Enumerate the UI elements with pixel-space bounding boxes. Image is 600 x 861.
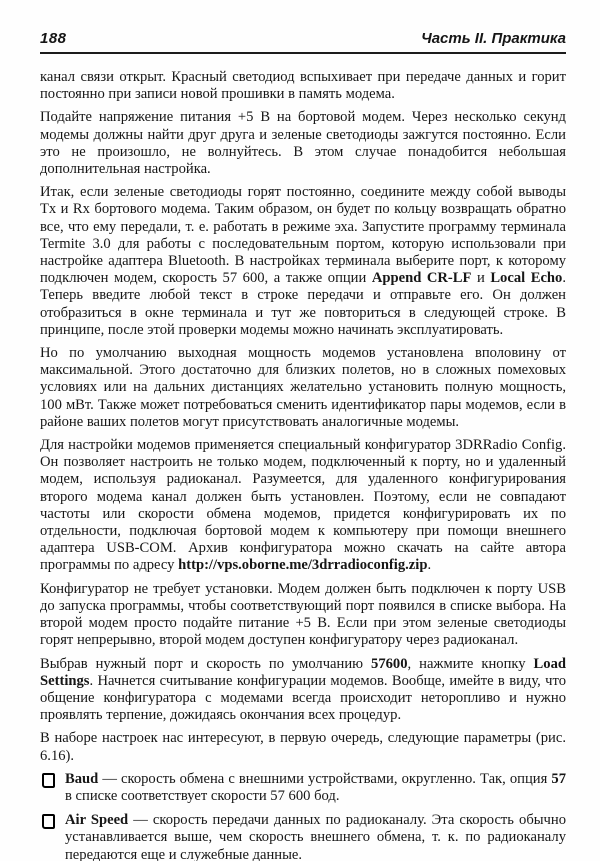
paragraph: Но по умолчанию выходная мощность модемов установлена вполовину от максимальной. Этого достаточно для близких полетов, но в сложных помеховых условиях или на дальних дистанциях желательно установить полную мощность, 100 мВт. Также может потребоваться сменить идентификатор пары модемов, если в районе ваших полетов могут присутствовать аналогичные модемы. <box>40 345 566 430</box>
paragraph: канал связи открыт. Красный светодиод вспыхивает при передаче данных и горит постоянно при записи новой прошивки в память модема. <box>40 69 566 103</box>
page-number: 188 <box>40 30 67 47</box>
bullet-list <box>40 771 566 861</box>
paragraph: Для настройки модемов применяется специальный конфигуратор 3DRRadio Config. Он позволяет настроить не только модем, подключенный к порту, но и удаленный модем, используя радиоканал. Разумеется, для удаленного конфигурирования второго модема канал должен быть установлен. Поэтому, если не совпадают частоты или скорости обмена модемов, придется конфигурировать их по отдельности, подключая бортовой модем к компьютеру при помощи внешнего адаптера USB-COM. Архив конфигуратора можно скачать на сайте автора программы по адресу http://vps.oborne.me/3drradioconfig.zip. <box>40 437 566 574</box>
square-bullet-icon <box>42 814 55 829</box>
square-bullet-icon <box>42 773 55 788</box>
paragraph: Подайте напряжение питания +5 В на бортовой модем. Через несколько секунд модемы должны найти друг друга и зеленые светодиоды зажгутся постоянно. Если это не произошло, не волнуйтесь. В этом случае понадобится небольшая дополнительная настройка. <box>40 109 566 178</box>
list-item <box>40 812 566 861</box>
section-title: Часть II. Практика <box>421 30 566 47</box>
paragraph: Конфигуратор не требует установки. Модем должен быть подключен к порту USB до запуска программы, чтобы соответствующий порт появился в списке выбора. На второй модем просто подайте питание +5 В. Если при этом зеленые светодиоды горят непрерывно, второй модем доступен конфигуратору через радиоканал. <box>40 580 566 649</box>
paragraph: Итак, если зеленые светодиоды горят постоянно, соедините между собой выводы Tx и Rx бортового модема. Таким образом, он будет по кольцу возвращать обратно все, что ему передали, т. е. работать в режиме эха. Запустите программу терминала Termite 3.0 для работы с последовательным портом, которую использовали при настройке адаптера Bluetooth. В настройках терминала выберите порт, к которому подключен модем, скорость 57 600, а также опции Append CR-LF и Local Echo. Теперь введите любой текст в строке передачи и отправьте его. Он должен отобразиться в окне терминала и тут же повториться в следующей строке. В принципе, после этой проверки модемы можно начинать эксплуатировать. <box>40 184 566 338</box>
page-body <box>40 69 566 861</box>
list-item-text: Air Speed — скорость передачи данных по радиоканалу. Эта скорость обычно устанавливается выше, чем скорость внешнего обмена, т. к. по радиоканалу передаются еще и служебные данные. <box>65 812 566 861</box>
paragraph: Выбрав нужный порт и скорость по умолчанию 57600, нажмите кнопку Load Settings. Начнется считывание конфигурации модемов. Вообще, имейте в виду, что общение конфигуратора с модемами всегда происходит неторопливо и нужно проявлять терпение, дожидаясь окончания всех процедур. <box>40 655 566 724</box>
running-head <box>40 30 566 54</box>
paragraph: В наборе настроек нас интересуют, в первую очередь, следующие параметры (рис. 6.16). <box>40 730 566 764</box>
list-item-text: Baud — скорость обмена с внешними устройствами, округленно. Так, опция 57 в списке соответствует скорости 57 600 бод. <box>65 770 566 804</box>
list-item <box>40 771 566 805</box>
